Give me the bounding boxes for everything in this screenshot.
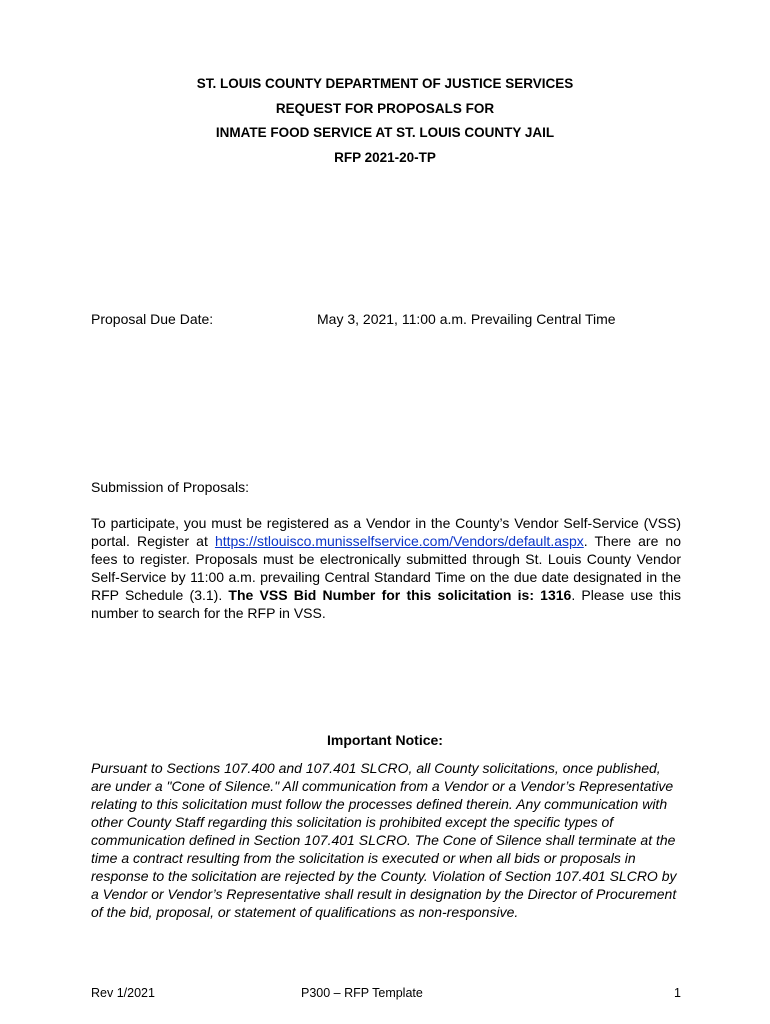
department-title: ST. LOUIS COUNTY DEPARTMENT OF JUSTICE SERVICES bbox=[196, 76, 574, 91]
submission-text-3: . Please use this number to search for the RFP in VSS. bbox=[91, 587, 681, 621]
rfp-topic: INMATE FOOD SERVICE AT ST. LOUIS COUNTY JAIL bbox=[215, 125, 555, 140]
submission-heading: Submission of Proposals: bbox=[91, 479, 249, 495]
due-date-label: Proposal Due Date: bbox=[91, 311, 214, 327]
due-date-value: May 3, 2021, 11:00 a.m. Prevailing Central Time bbox=[317, 311, 616, 327]
footer-page-number: 1 bbox=[674, 986, 681, 1000]
vss-bid-number: The VSS Bid Number for this solicitation is: 1316 bbox=[228, 587, 572, 603]
vss-register-link[interactable]: https://stlouisco.munisselfservice.com/Vendors/default.aspx bbox=[214, 533, 584, 549]
important-notice-title: Important Notice: bbox=[327, 732, 443, 748]
submission-text-1: To participate, you must be registered as a Vendor in the County’s Vendor Self-Service (VSS) portal. Register at bbox=[91, 515, 681, 549]
footer-template: P300 – RFP Template bbox=[301, 986, 423, 1000]
footer-revision: Rev 1/2021 bbox=[91, 986, 155, 1000]
submission-paragraph bbox=[91, 514, 681, 622]
submission-text-2: . There are no fees to register. Proposals must be electronically submitted through St. Louis County Vendor Self-Service by 11:00 a.m. prevailing Central Standard Time on the due date designated in the RFP Schedule (3.1). bbox=[91, 533, 682, 603]
rfp-number: RFP 2021-20-TP bbox=[334, 149, 436, 165]
document-title-block bbox=[0, 72, 770, 170]
important-notice-body: Pursuant to Sections 107.400 and 107.401 SLCRO, all County solicitations, once published, are under a "Cone of Silence." All communication from a Vendor or a Vendor’s Representative relating to this solicitation must follow the processes defined therein. Any communication with other County Staff regarding this solicitation is prohibited except the specific types of communication defined in Section 107.401 SLCRO. The Cone of Silence shall terminate at the time a contract resulting from the solicitation is executed or when all bids or proposals in response to the solicitation are rejected by the County. Violation of Section 107.401 SLCRO by a Vendor or Vendor’s Representative shall result in designation by the Director of Procurement of the bid, proposal, or statement of qualifications as non-responsive. bbox=[91, 760, 677, 920]
page-footer bbox=[91, 986, 681, 1002]
rfp-subtitle: REQUEST FOR PROPOSALS FOR bbox=[275, 100, 495, 116]
